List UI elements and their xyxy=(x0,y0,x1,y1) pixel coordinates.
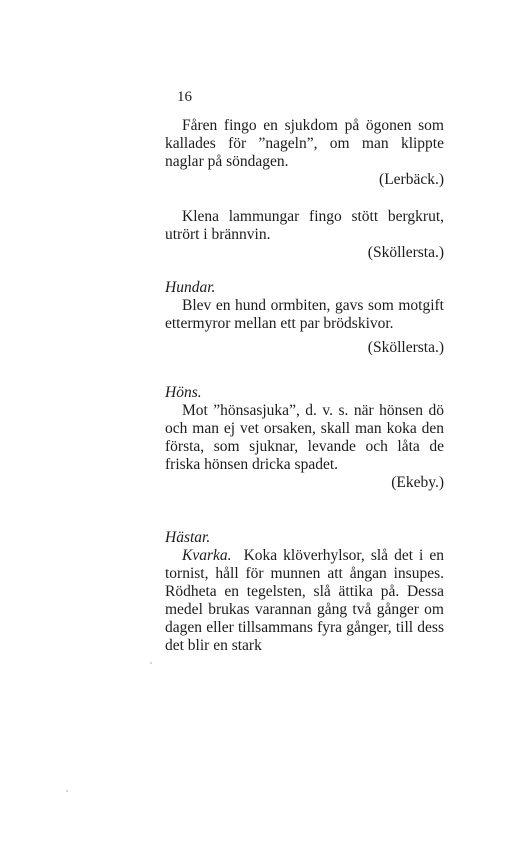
paragraph-text xyxy=(165,547,444,655)
page-number: 16 xyxy=(177,89,192,105)
paragraph-klena xyxy=(165,208,444,262)
paper-speck xyxy=(66,790,68,792)
lead-term: Kvarka. xyxy=(182,547,232,564)
paragraph-faren xyxy=(165,117,444,189)
paragraph-body: Koka klöverhylsor, slå det i en tornist, håll för munnen att ångan insupes. Rödheta en tegelsten, slå ättika på. Dessa medel brukas varannan gång två gånger om dagen eller tillsammans fyra gånger, till dess det blir en stark xyxy=(165,547,444,654)
source-note: (Lerbäck.) xyxy=(379,171,444,188)
section-heading: Hästar. xyxy=(165,529,211,546)
paragraph-text: Blev en hund ormbiten, gavs som motgift ettermyror mellan ett par brödskivor. xyxy=(165,297,444,332)
section-hastar xyxy=(165,529,444,655)
section-hundar xyxy=(165,279,444,357)
section-heading: Hundar. xyxy=(165,279,216,296)
paragraph-text: Klena lammungar fingo stött bergkrut, utrört i brännvin. xyxy=(165,208,444,243)
section-hons xyxy=(165,384,444,492)
source-note: (Ekeby.) xyxy=(391,474,444,491)
paragraph-text: Fåren fingo en sjukdom på ögonen som kallades för ”nageln”, om man klippte naglar på söndagen. xyxy=(165,117,444,170)
section-heading: Höns. xyxy=(165,384,202,401)
paper-speck xyxy=(150,662,152,664)
source-note: (Sköllersta.) xyxy=(367,339,444,356)
paragraph-text: Mot ”hönsasjuka”, d. v. s. när hönsen dö och man ej vet orsaken, skall man koka den första, som sjuknar, levande och låta de friska hönsen dricka spadet. xyxy=(165,402,444,473)
source-note: (Sköllersta.) xyxy=(367,244,444,261)
